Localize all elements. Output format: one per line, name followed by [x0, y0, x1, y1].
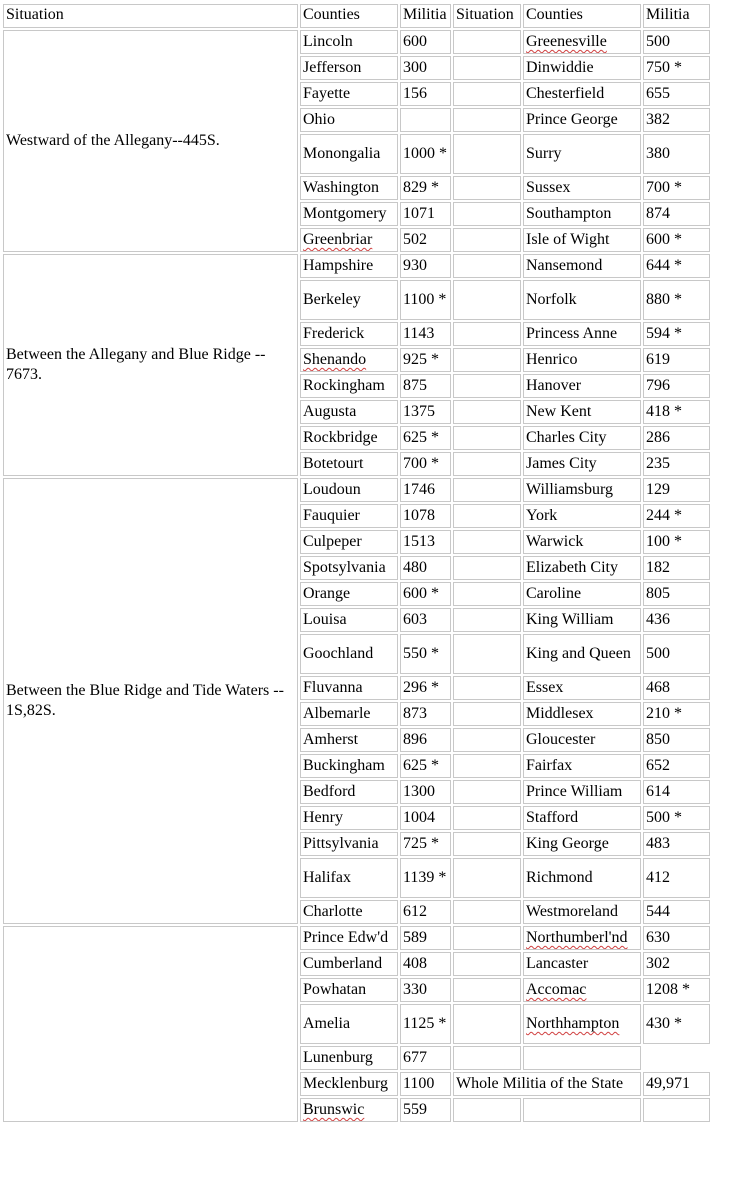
county-left-cell [300, 530, 398, 554]
county-left-cell [300, 806, 398, 830]
cell-text: Louisa [303, 611, 347, 628]
cell-text: Amelia [303, 1015, 351, 1032]
militia-left-cell: 925 * [400, 348, 451, 372]
situation-right-cell [453, 728, 521, 752]
situation-right-cell [453, 952, 521, 976]
cell-text: Southampton [526, 205, 612, 222]
county-left-cell [300, 504, 398, 528]
county-right-cell [523, 1098, 641, 1122]
cell-text: Gloucester [526, 731, 596, 748]
cell-text: Williamsburg [526, 481, 614, 498]
situation-right-cell [453, 348, 521, 372]
situation-right-cell [453, 478, 521, 502]
cell-text: Augusta [303, 403, 357, 420]
militia-right-cell [643, 1098, 710, 1122]
situation-right-cell [453, 556, 521, 580]
militia-right-cell: 468 [643, 676, 710, 700]
situation-right-cell [453, 780, 521, 804]
cell-text: Nansemond [526, 257, 603, 274]
situation-right-cell [453, 280, 521, 320]
cell-text: Fluvanna [303, 679, 363, 696]
situation-right-cell [453, 108, 521, 132]
cell-text: Dinwiddie [526, 59, 594, 76]
cell-text: Westmoreland [526, 903, 619, 920]
cell-text: Fayette [303, 85, 351, 102]
cell-text: Prince George [526, 111, 618, 128]
county-left-cell [300, 900, 398, 924]
situation-right-cell [453, 608, 521, 632]
county-left-cell [300, 134, 398, 174]
militia-left-cell: 625 * [400, 426, 451, 450]
militia-right-cell: 594 * [643, 322, 710, 346]
cell-text: Albemarle [303, 705, 371, 722]
militia-right-cell: 49,971 [643, 1072, 710, 1096]
militia-right-cell: 380 [643, 134, 710, 174]
county-left-cell [300, 348, 398, 372]
county-left-cell [300, 202, 398, 226]
militia-right-cell: 1208 * [643, 978, 710, 1002]
county-left-cell [300, 176, 398, 200]
militia-right-cell: 805 [643, 582, 710, 606]
militia-right-cell: 619 [643, 348, 710, 372]
militia-right-cell: 874 [643, 202, 710, 226]
cell-text: Stafford [526, 809, 579, 826]
militia-right-cell: 750 * [643, 56, 710, 80]
cell-text: Berkeley [303, 291, 361, 308]
county-left-cell [300, 858, 398, 898]
county-left-cell [300, 582, 398, 606]
militia-right-cell: 500 [643, 634, 710, 674]
county-right-cell [523, 228, 641, 252]
militia-right-cell: 182 [643, 556, 710, 580]
header-situation-right: Situation [453, 4, 521, 28]
situation-right-cell [453, 322, 521, 346]
cell-text: York [526, 507, 558, 524]
cell-text: Henry [303, 809, 343, 826]
militia-left-cell: 873 [400, 702, 451, 726]
table-row [3, 30, 710, 54]
militia-right-cell: 430 * [643, 1004, 710, 1044]
militia-right-cell: 436 [643, 608, 710, 632]
situation-right-cell [453, 806, 521, 830]
cell-text: King William [526, 611, 614, 628]
county-right-cell [523, 858, 641, 898]
county-right-cell [523, 832, 641, 856]
militia-right-cell: 129 [643, 478, 710, 502]
militia-left-cell: 725 * [400, 832, 451, 856]
county-left-cell [300, 728, 398, 752]
cell-text: Middlesex [526, 705, 594, 722]
county-right-cell [523, 504, 641, 528]
county-right-cell [523, 926, 641, 950]
county-right-cell [523, 754, 641, 778]
situation-cell: Between the Allegany and Blue Ridge -- 7673. [3, 254, 298, 476]
situation-right-cell [453, 754, 521, 778]
cell-text: Essex [526, 679, 564, 696]
cell-text: Northhampton [526, 1015, 620, 1032]
cell-text: Fairfax [526, 757, 573, 774]
county-right-cell [523, 108, 641, 132]
militia-right-cell: 244 * [643, 504, 710, 528]
cell-text: Rockingham [303, 377, 385, 394]
situation-right-cell [453, 56, 521, 80]
county-right-cell [523, 806, 641, 830]
militia-left-cell: 1125 * [400, 1004, 451, 1044]
militia-right-cell: 412 [643, 858, 710, 898]
table-body [3, 30, 710, 1122]
situation-cell: Westward of the Allegany--445S. [3, 30, 298, 252]
militia-left-cell: 612 [400, 900, 451, 924]
county-right-cell [523, 202, 641, 226]
county-left-cell [300, 702, 398, 726]
militia-left-cell: 625 * [400, 754, 451, 778]
militia-left-cell: 1000 * [400, 134, 451, 174]
county-right-cell [523, 322, 641, 346]
cell-text: Caroline [526, 585, 582, 602]
county-left-cell [300, 1072, 398, 1096]
cell-text: Shenando [303, 351, 367, 368]
situation-cell: Between the Blue Ridge and Tide Waters -- 1S,82S. [3, 478, 298, 924]
militia-right-cell: 210 * [643, 702, 710, 726]
situation-right-cell [453, 582, 521, 606]
militia-right-cell: 302 [643, 952, 710, 976]
cell-text: Culpeper [303, 533, 362, 550]
cell-text: Richmond [526, 869, 593, 886]
cell-text: Isle of Wight [526, 231, 610, 248]
militia-left-cell: 930 [400, 254, 451, 278]
county-right-cell [523, 676, 641, 700]
militia-left-cell: 896 [400, 728, 451, 752]
cell-text: Greenesville [526, 33, 607, 50]
county-right-cell [523, 56, 641, 80]
militia-right-cell: 418 * [643, 400, 710, 424]
county-right-cell [523, 952, 641, 976]
militia-right-cell: 614 [643, 780, 710, 804]
situation-right-cell [453, 634, 521, 674]
militia-right-cell [643, 1046, 710, 1070]
cell-text: Halifax [303, 869, 351, 886]
header-militia-left: Militia [400, 4, 451, 28]
militia-left-cell: 1300 [400, 780, 451, 804]
cell-text: Henrico [526, 351, 578, 368]
militia-left-cell: 1513 [400, 530, 451, 554]
situation-right-cell [453, 926, 521, 950]
situation-right-cell [453, 228, 521, 252]
cell-text: Accomac [526, 981, 587, 998]
situation-right-cell [453, 858, 521, 898]
cell-text: Washington [303, 179, 380, 196]
county-right-cell [523, 728, 641, 752]
county-left-cell [300, 556, 398, 580]
cell-text: Elizabeth City [526, 559, 618, 576]
militia-left-cell: 1100 [400, 1072, 451, 1096]
militia-right-cell: 382 [643, 108, 710, 132]
county-right-cell [523, 1046, 641, 1070]
militia-left-cell: 330 [400, 978, 451, 1002]
militia-left-cell: 829 * [400, 176, 451, 200]
situation-right-cell [453, 1098, 521, 1122]
cell-text: King and Queen [526, 645, 631, 662]
cell-text: Bedford [303, 783, 356, 800]
cell-text: Norfolk [526, 291, 577, 308]
cell-text: Ohio [303, 111, 335, 128]
county-right-cell [523, 478, 641, 502]
militia-right-cell: 544 [643, 900, 710, 924]
cell-text: Amherst [303, 731, 359, 748]
county-right-cell [523, 400, 641, 424]
militia-right-cell: 235 [643, 452, 710, 476]
header-counties-left: Counties [300, 4, 398, 28]
cell-text: Hampshire [303, 257, 374, 274]
situation-right-cell [453, 504, 521, 528]
county-left-cell [300, 254, 398, 278]
cell-text: Pittsylvania [303, 835, 379, 852]
militia-left-cell: 700 * [400, 452, 451, 476]
county-right-cell [523, 978, 641, 1002]
county-right-cell [523, 1004, 641, 1044]
militia-right-cell: 880 * [643, 280, 710, 320]
militia-left-cell: 550 * [400, 634, 451, 674]
militia-left-cell: 1143 [400, 322, 451, 346]
cell-text: Cumberland [303, 955, 383, 972]
county-left-cell [300, 280, 398, 320]
situation-right-cell [453, 702, 521, 726]
county-left-cell [300, 978, 398, 1002]
header-counties-right: Counties [523, 4, 641, 28]
militia-left-cell: 589 [400, 926, 451, 950]
cell-text: Monongalia [303, 145, 381, 162]
situation-right-cell [453, 452, 521, 476]
cell-text: Surry [526, 145, 562, 162]
county-right-cell [523, 348, 641, 372]
militia-left-cell: 1004 [400, 806, 451, 830]
cell-text: Mecklenburg [303, 1075, 389, 1092]
county-right-cell [523, 176, 641, 200]
cell-text: Spotsylvania [303, 559, 386, 576]
situation-right-cell [453, 30, 521, 54]
county-right-cell [523, 530, 641, 554]
militia-table [1, 2, 712, 1124]
county-left-cell [300, 780, 398, 804]
militia-right-cell: 100 * [643, 530, 710, 554]
county-right-cell [523, 556, 641, 580]
cell-text: Montgomery [303, 205, 387, 222]
militia-right-cell: 644 * [643, 254, 710, 278]
cell-text: Lancaster [526, 955, 589, 972]
cell-text: Chesterfield [526, 85, 605, 102]
cell-text: Lunenburg [303, 1049, 373, 1066]
cell-text: Orange [303, 585, 351, 602]
table-row [3, 254, 710, 278]
cell-text: Loudoun [303, 481, 361, 498]
county-right-cell [523, 374, 641, 398]
county-left-cell [300, 82, 398, 106]
cell-text: Greenbriar [303, 231, 373, 248]
militia-left-cell: 408 [400, 952, 451, 976]
situation-right-cell [453, 1046, 521, 1070]
cell-text: Princess Anne [526, 325, 618, 342]
county-left-cell [300, 374, 398, 398]
table-row [3, 478, 710, 502]
cell-text: Lincoln [303, 33, 353, 50]
county-right-cell [523, 254, 641, 278]
county-right-cell [523, 82, 641, 106]
cell-text: New Kent [526, 403, 592, 420]
situation-right-cell [453, 832, 521, 856]
county-right-cell [523, 452, 641, 476]
situation-right-cell [453, 374, 521, 398]
militia-left-cell: 480 [400, 556, 451, 580]
county-left-cell [300, 478, 398, 502]
militia-left-cell: 600 * [400, 582, 451, 606]
county-right-cell [523, 634, 641, 674]
county-right-cell [523, 900, 641, 924]
militia-right-cell: 700 * [643, 176, 710, 200]
militia-right-cell: 483 [643, 832, 710, 856]
table-row [3, 926, 710, 950]
county-left-cell [300, 676, 398, 700]
situation-right-cell [453, 176, 521, 200]
county-left-cell [300, 400, 398, 424]
militia-right-cell: 655 [643, 82, 710, 106]
situation-right-cell [453, 1004, 521, 1044]
cell-text: Sussex [526, 179, 571, 196]
cell-text: Charles City [526, 429, 607, 446]
county-left-cell [300, 832, 398, 856]
cell-text: Frederick [303, 325, 365, 342]
militia-right-cell: 286 [643, 426, 710, 450]
county-left-cell [300, 426, 398, 450]
militia-left-cell: 1100 * [400, 280, 451, 320]
militia-left-cell: 1071 [400, 202, 451, 226]
militia-left-cell: 603 [400, 608, 451, 632]
situation-right-cell [453, 426, 521, 450]
cell-text: James City [526, 455, 597, 472]
header-militia-right: Militia [643, 4, 710, 28]
militia-left-cell: 677 [400, 1046, 451, 1070]
county-left-cell [300, 754, 398, 778]
militia-left-cell [400, 108, 451, 132]
militia-right-cell: 652 [643, 754, 710, 778]
cell-text: Prince William [526, 783, 623, 800]
cell-text: Fauquier [303, 507, 360, 524]
cell-text: Northumberl'nd [526, 929, 628, 946]
county-left-cell [300, 926, 398, 950]
header-situation-left: Situation [3, 4, 298, 28]
militia-left-cell: 559 [400, 1098, 451, 1122]
cell-text: Botetourt [303, 455, 364, 472]
county-right-cell [523, 280, 641, 320]
militia-right-cell: 850 [643, 728, 710, 752]
situation-right-cell [453, 400, 521, 424]
county-left-cell [300, 30, 398, 54]
situation-right-cell [453, 82, 521, 106]
cell-text: Brunswic [303, 1101, 365, 1118]
county-right-cell [523, 608, 641, 632]
situation-right-cell [453, 254, 521, 278]
militia-right-cell: 500 * [643, 806, 710, 830]
militia-left-cell: 1746 [400, 478, 451, 502]
cell-text: Buckingham [303, 757, 385, 774]
county-right-cell [523, 134, 641, 174]
militia-left-cell: 1375 [400, 400, 451, 424]
situation-right-cell [453, 530, 521, 554]
militia-left-cell: 1139 * [400, 858, 451, 898]
county-right-cell [523, 702, 641, 726]
header-row [3, 4, 710, 28]
county-left-cell [300, 108, 398, 132]
county-right-cell [523, 780, 641, 804]
county-left-cell [300, 634, 398, 674]
militia-left-cell: 300 [400, 56, 451, 80]
county-right-cell [523, 426, 641, 450]
situation-right-cell [453, 978, 521, 1002]
county-left-cell [300, 1098, 398, 1122]
militia-right-cell: 630 [643, 926, 710, 950]
cell-text: Prince Edw'd [303, 929, 389, 946]
county-left-cell [300, 1046, 398, 1070]
county-left-cell [300, 1004, 398, 1044]
militia-left-cell: 502 [400, 228, 451, 252]
county-left-cell [300, 322, 398, 346]
militia-left-cell: 296 * [400, 676, 451, 700]
cell-text: Warwick [526, 533, 584, 550]
county-right-cell [523, 30, 641, 54]
situation-right-cell [453, 202, 521, 226]
situation-right-cell [453, 676, 521, 700]
situation-right-cell [453, 134, 521, 174]
militia-left-cell: 600 [400, 30, 451, 54]
militia-right-cell: 600 * [643, 228, 710, 252]
situation-right-cell [453, 900, 521, 924]
county-left-cell [300, 56, 398, 80]
cell-text: Jefferson [303, 59, 362, 76]
county-left-cell [300, 228, 398, 252]
militia-left-cell: 1078 [400, 504, 451, 528]
cell-text: Hanover [526, 377, 582, 394]
cell-text: Goochland [303, 645, 374, 662]
militia-right-cell: 500 [643, 30, 710, 54]
county-left-cell [300, 608, 398, 632]
cell-text: Powhatan [303, 981, 367, 998]
militia-right-cell: 796 [643, 374, 710, 398]
cell-text: King George [526, 835, 609, 852]
whole-militia-label: Whole Militia of the State [453, 1072, 641, 1096]
militia-left-cell: 156 [400, 82, 451, 106]
situation-cell [3, 926, 298, 1122]
cell-text: Rockbridge [303, 429, 378, 446]
county-left-cell [300, 952, 398, 976]
cell-text: Charlotte [303, 903, 363, 920]
county-left-cell [300, 452, 398, 476]
county-right-cell [523, 582, 641, 606]
militia-left-cell: 875 [400, 374, 451, 398]
